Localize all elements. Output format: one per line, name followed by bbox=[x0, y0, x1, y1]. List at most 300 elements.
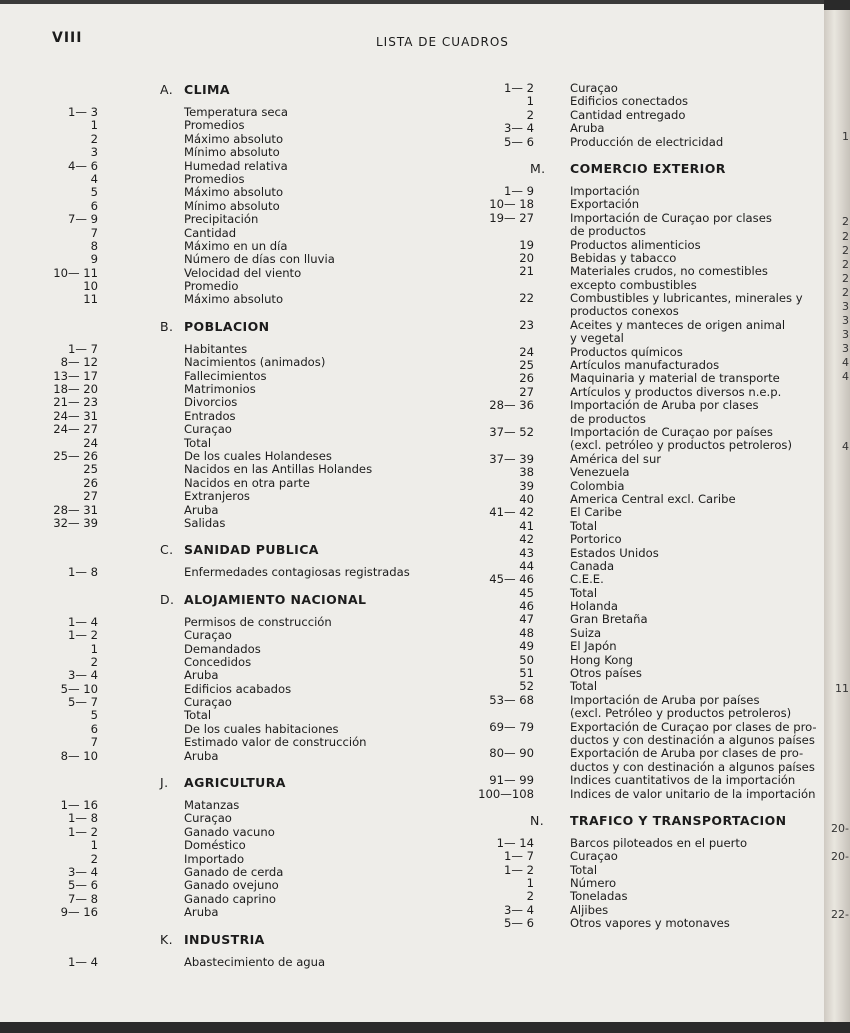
table-entry bbox=[40, 293, 442, 306]
table-entry bbox=[40, 906, 442, 919]
table-entry bbox=[40, 616, 442, 629]
table-number: 52 bbox=[519, 679, 534, 694]
table-number: 9 bbox=[90, 252, 98, 267]
table-entry bbox=[462, 627, 822, 640]
table-label: Precipitación bbox=[184, 212, 259, 227]
edge-number: 2 bbox=[842, 286, 849, 299]
table-label: Importación de Aruba por países bbox=[570, 692, 760, 707]
table-number: 3— 4 bbox=[67, 668, 98, 683]
table-label: Ganado caprino bbox=[184, 891, 276, 906]
section-gap bbox=[40, 920, 442, 932]
table-entry bbox=[462, 680, 822, 693]
table-label: Aruba bbox=[184, 905, 219, 920]
table-label: America Central excl. Caribe bbox=[570, 491, 736, 506]
table-entry bbox=[40, 812, 442, 825]
edge-number: 2 bbox=[842, 215, 849, 228]
section-heading bbox=[462, 813, 822, 829]
table-entry bbox=[40, 253, 442, 266]
table-number: 42 bbox=[519, 532, 534, 547]
table-number: 1— 4 bbox=[67, 954, 98, 969]
table-label: Nacidos en las Antillas Holandes bbox=[184, 462, 373, 477]
table-entry bbox=[462, 788, 822, 801]
table-number: 44 bbox=[519, 558, 534, 573]
table-label: América del sur bbox=[570, 451, 662, 466]
edge-number: 1 bbox=[842, 130, 849, 143]
edge-number: 3 bbox=[842, 328, 849, 341]
table-entry bbox=[40, 853, 442, 866]
table-entry bbox=[462, 864, 822, 877]
table-entry bbox=[462, 587, 822, 600]
table-entry bbox=[462, 122, 822, 135]
edge-number: 4 bbox=[842, 356, 849, 369]
table-entry bbox=[40, 656, 442, 669]
table-number: 21— 23 bbox=[53, 395, 98, 410]
table-number: 27 bbox=[83, 489, 98, 504]
table-number: 37— 52 bbox=[489, 424, 534, 439]
section-gap bbox=[462, 801, 822, 813]
edge-number: 3 bbox=[842, 300, 849, 313]
table-number: 25 bbox=[519, 358, 534, 373]
table-number: 2 bbox=[90, 131, 98, 146]
table-label: Indices de valor unitario de la importación bbox=[570, 786, 816, 801]
table-label: Total bbox=[570, 585, 598, 600]
heading-gap bbox=[40, 791, 442, 799]
table-label: Fallecimientos bbox=[184, 368, 267, 383]
table-number: 3— 4 bbox=[67, 864, 98, 879]
table-label: Mínimo absoluto bbox=[184, 198, 280, 213]
table-label: Estados Unidos bbox=[570, 545, 659, 560]
table-label: Importación de Curaçao por países bbox=[570, 424, 773, 439]
table-label: Permisos de construcción bbox=[184, 614, 332, 629]
table-label: Estimado valor de construcción bbox=[184, 735, 367, 750]
section-title: TRAFICO Y TRANSPORTACION bbox=[570, 812, 787, 828]
table-label: Doméstico bbox=[184, 838, 246, 853]
table-label: productos conexos bbox=[570, 304, 679, 319]
page-number: VIII bbox=[52, 30, 83, 46]
table-entry bbox=[462, 466, 822, 479]
table-entry bbox=[462, 573, 822, 586]
table-entry bbox=[462, 613, 822, 626]
table-entry bbox=[40, 396, 442, 409]
table-number: 1— 4 bbox=[67, 614, 98, 629]
table-label: Bebidas y tabacco bbox=[570, 250, 677, 265]
table-label: Artículos manufacturados bbox=[570, 358, 720, 373]
edge-number: 20- bbox=[831, 822, 849, 835]
table-number: 3— 4 bbox=[503, 121, 534, 136]
table-entry bbox=[462, 439, 822, 452]
table-entry bbox=[40, 383, 442, 396]
right-column bbox=[462, 82, 822, 931]
table-entry bbox=[40, 213, 442, 226]
table-number: 37— 39 bbox=[489, 451, 534, 466]
table-number: 1— 2 bbox=[67, 628, 98, 643]
table-entry bbox=[462, 372, 822, 385]
table-entry bbox=[40, 133, 442, 146]
table-entry bbox=[462, 386, 822, 399]
table-label: Otros vapores y motonaves bbox=[570, 916, 730, 931]
table-label: Productos alimenticios bbox=[570, 237, 701, 252]
table-number: 69— 79 bbox=[489, 719, 534, 734]
table-number: 5— 7 bbox=[67, 695, 98, 710]
section-title: POBLACION bbox=[184, 318, 270, 334]
section-letter: B. bbox=[160, 318, 174, 334]
table-entry bbox=[462, 279, 822, 292]
table-entry bbox=[40, 240, 442, 253]
table-entry bbox=[40, 683, 442, 696]
table-number: 1— 16 bbox=[60, 798, 98, 813]
table-entry bbox=[462, 917, 822, 930]
section-letter: N. bbox=[530, 812, 545, 828]
table-number: 28— 31 bbox=[53, 502, 98, 517]
edge-number: 2 bbox=[842, 230, 849, 243]
table-label: Cantidad entregado bbox=[570, 107, 686, 122]
table-label: Temperatura seca bbox=[184, 105, 289, 119]
table-label: Nacidos en otra parte bbox=[184, 475, 310, 490]
edge-number: 20- bbox=[831, 850, 849, 863]
table-label: Nacimientos (animados) bbox=[184, 355, 326, 370]
table-number: 40 bbox=[519, 491, 534, 506]
table-entry bbox=[462, 185, 822, 198]
table-entry bbox=[462, 413, 822, 426]
table-entry bbox=[462, 877, 822, 890]
table-number: 1— 2 bbox=[503, 81, 534, 95]
table-entry bbox=[40, 750, 442, 763]
table-label: Importación de Curaçao por clases bbox=[570, 210, 772, 225]
table-label: Ganado vacuno bbox=[184, 824, 275, 839]
table-label: Indices cuantitativos de la importación bbox=[570, 773, 796, 788]
table-number: 8— 12 bbox=[60, 355, 98, 370]
table-label: Edificios conectados bbox=[570, 94, 689, 109]
section-heading bbox=[40, 775, 442, 791]
section-title: ALOJAMIENTO NACIONAL bbox=[184, 591, 367, 607]
table-label: Otros países bbox=[570, 666, 642, 681]
page-title: LISTA DE CUADROS bbox=[376, 35, 509, 49]
table-entry bbox=[462, 734, 822, 747]
table-number: 51 bbox=[519, 666, 534, 681]
table-entry bbox=[40, 723, 442, 736]
table-number: 26 bbox=[519, 371, 534, 386]
table-label: Máximo absoluto bbox=[184, 131, 284, 146]
edge-number: 2 bbox=[842, 244, 849, 257]
section-letter: D. bbox=[160, 591, 175, 607]
table-label: Exportación de Curaçao por clases de pro- bbox=[570, 719, 817, 734]
table-entry bbox=[462, 480, 822, 493]
table-label: Promedios bbox=[184, 118, 245, 133]
table-number: 5 bbox=[90, 185, 98, 200]
table-label: (excl. Petróleo y productos petroleros) bbox=[570, 706, 792, 721]
table-label: Importado bbox=[184, 851, 245, 866]
table-number: 1— 9 bbox=[503, 183, 534, 198]
table-entry bbox=[462, 707, 822, 720]
table-entry bbox=[462, 82, 822, 95]
table-number: 1— 2 bbox=[503, 862, 534, 877]
table-entry bbox=[462, 95, 822, 108]
table-number: 45 bbox=[519, 585, 534, 600]
table-entry bbox=[40, 370, 442, 383]
table-entry bbox=[462, 239, 822, 252]
table-entry bbox=[462, 640, 822, 653]
table-label: Toneladas bbox=[570, 889, 628, 904]
table-entry bbox=[40, 186, 442, 199]
table-number: 3— 4 bbox=[503, 902, 534, 917]
table-number: 24— 31 bbox=[53, 408, 98, 423]
table-entry bbox=[462, 506, 822, 519]
table-entry bbox=[40, 463, 442, 476]
table-entry bbox=[462, 265, 822, 278]
table-number: 22 bbox=[519, 291, 534, 306]
table-entry bbox=[40, 736, 442, 749]
table-label: y vegetal bbox=[570, 331, 624, 346]
top-shadow bbox=[0, 0, 824, 4]
table-number: 1— 8 bbox=[67, 811, 98, 826]
table-entry bbox=[40, 227, 442, 240]
table-number: 19 bbox=[519, 237, 534, 252]
table-label: Gran Bretaña bbox=[570, 612, 648, 627]
edge-number: 2 bbox=[842, 272, 849, 285]
table-entry bbox=[40, 343, 442, 356]
table-number: 5— 6 bbox=[503, 134, 534, 149]
table-number: 21 bbox=[519, 264, 534, 279]
section-letter: M. bbox=[530, 160, 546, 176]
table-entry bbox=[462, 694, 822, 707]
table-entry bbox=[462, 453, 822, 466]
table-entry bbox=[462, 774, 822, 787]
table-label: de productos bbox=[570, 411, 646, 426]
table-label: Venezuela bbox=[570, 465, 630, 480]
table-number: 24 bbox=[519, 344, 534, 359]
edge-number: 4 bbox=[842, 440, 849, 453]
section-heading bbox=[40, 592, 442, 608]
table-label: Concedidos bbox=[184, 654, 252, 669]
table-label: Humedad relativa bbox=[184, 158, 288, 173]
table-label: excepto combustibles bbox=[570, 277, 697, 292]
edge-shadow bbox=[824, 0, 850, 10]
table-label: Entrados bbox=[184, 408, 236, 423]
table-number: 7— 9 bbox=[67, 212, 98, 227]
table-entry bbox=[40, 504, 442, 517]
table-label: Aceites y manteces de origen animal bbox=[570, 317, 786, 332]
table-number: 7— 8 bbox=[67, 891, 98, 906]
table-entry bbox=[462, 426, 822, 439]
table-number: 18— 20 bbox=[53, 382, 98, 397]
table-number: 10 bbox=[83, 279, 98, 294]
table-entry bbox=[40, 267, 442, 280]
section-letter: A. bbox=[160, 82, 174, 97]
adjacent-page-edge bbox=[824, 0, 850, 1033]
table-number: 53— 68 bbox=[489, 692, 534, 707]
table-label: De los cuales habitaciones bbox=[184, 721, 339, 736]
table-number: 2 bbox=[526, 107, 534, 122]
table-number: 5— 6 bbox=[67, 878, 98, 893]
table-label: Promedios bbox=[184, 171, 245, 186]
table-entry bbox=[40, 437, 442, 450]
table-number: 23 bbox=[519, 317, 534, 332]
table-number: 19— 27 bbox=[489, 210, 534, 225]
table-number: 46 bbox=[519, 599, 534, 614]
edge-number: 3 bbox=[842, 314, 849, 327]
table-label: Matanzas bbox=[184, 798, 240, 813]
table-label: Combustibles y lubricantes, minerales y bbox=[570, 291, 803, 306]
table-number: 38 bbox=[519, 465, 534, 480]
table-label: Curaçao bbox=[184, 695, 232, 710]
table-label: Exportación de Aruba por clases de pro- bbox=[570, 746, 804, 761]
table-number: 28— 36 bbox=[489, 398, 534, 413]
table-label: Matrimonios bbox=[184, 382, 256, 397]
table-label: Curaçao bbox=[570, 81, 618, 95]
section-heading bbox=[462, 161, 822, 177]
table-label: (excl. petróleo y productos petroleros) bbox=[570, 438, 792, 453]
table-label: Total bbox=[570, 679, 598, 694]
table-label: Aruba bbox=[570, 121, 605, 136]
table-entry bbox=[40, 866, 442, 879]
table-label: Aljibes bbox=[570, 902, 609, 917]
table-entry bbox=[462, 520, 822, 533]
table-label: Máximo en un día bbox=[184, 238, 288, 253]
table-entry bbox=[40, 566, 442, 579]
table-entry bbox=[462, 305, 822, 318]
section-letter: C. bbox=[160, 542, 174, 558]
table-number: 9— 16 bbox=[60, 905, 98, 920]
table-number: 1 bbox=[90, 641, 98, 656]
table-entry bbox=[462, 359, 822, 372]
left-column bbox=[40, 82, 442, 969]
table-number: 24— 27 bbox=[53, 422, 98, 437]
table-entry bbox=[462, 761, 822, 774]
section-gap bbox=[40, 307, 442, 319]
table-entry bbox=[40, 956, 442, 969]
table-entry bbox=[462, 212, 822, 225]
table-label: ductos y con destinación a algunos países bbox=[570, 759, 815, 774]
table-label: Promedio bbox=[184, 279, 239, 294]
table-number: 41— 42 bbox=[489, 505, 534, 520]
table-label: Divorcios bbox=[184, 395, 238, 410]
section-title: INDUSTRIA bbox=[184, 931, 265, 947]
table-entry bbox=[462, 667, 822, 680]
table-number: 7 bbox=[90, 735, 98, 750]
table-entry bbox=[40, 173, 442, 186]
table-entry bbox=[40, 629, 442, 642]
table-entry bbox=[462, 319, 822, 332]
table-number: 1— 7 bbox=[67, 341, 98, 356]
table-label: Curaçao bbox=[184, 811, 232, 826]
table-number: 1— 7 bbox=[503, 849, 534, 864]
table-number: 27 bbox=[519, 384, 534, 399]
section-gap bbox=[40, 580, 442, 592]
edge-number: 2 bbox=[842, 258, 849, 271]
table-label: Hong Kong bbox=[570, 652, 634, 667]
table-entry bbox=[40, 643, 442, 656]
table-entry bbox=[40, 839, 442, 852]
table-number: 25— 26 bbox=[53, 448, 98, 463]
section-title: CLIMA bbox=[184, 82, 230, 97]
section-gap bbox=[462, 149, 822, 161]
table-number: 1— 2 bbox=[67, 824, 98, 839]
table-number: 10— 11 bbox=[53, 265, 98, 280]
table-entry bbox=[462, 654, 822, 667]
table-number: 100—108 bbox=[478, 786, 534, 801]
section-heading bbox=[40, 319, 442, 335]
table-entry bbox=[462, 533, 822, 546]
table-number: 11 bbox=[83, 292, 98, 307]
table-label: Aruba bbox=[184, 668, 219, 683]
table-number: 6 bbox=[90, 198, 98, 213]
table-label: Demandados bbox=[184, 641, 261, 656]
edge-number: 3 bbox=[842, 342, 849, 355]
section-letter: J. bbox=[160, 775, 169, 791]
table-number: 5— 10 bbox=[60, 681, 98, 696]
table-entry bbox=[40, 799, 442, 812]
table-entry bbox=[40, 490, 442, 503]
table-number: 6 bbox=[90, 721, 98, 736]
table-label: Salidas bbox=[184, 515, 226, 530]
table-label: Enfermedades contagiosas registradas bbox=[184, 565, 410, 580]
table-label: Total bbox=[570, 862, 598, 877]
table-entry bbox=[462, 904, 822, 917]
table-number: 7 bbox=[90, 225, 98, 240]
table-entry bbox=[40, 879, 442, 892]
table-label: Portorico bbox=[570, 532, 622, 547]
table-entry bbox=[40, 160, 442, 173]
table-label: Máximo absoluto bbox=[184, 185, 284, 200]
table-number: 32— 39 bbox=[53, 515, 98, 530]
table-entry bbox=[40, 200, 442, 213]
table-number: 8 bbox=[90, 238, 98, 253]
table-number: 43 bbox=[519, 545, 534, 560]
table-label: Canada bbox=[570, 558, 615, 573]
table-entry bbox=[462, 837, 822, 850]
table-entry bbox=[40, 280, 442, 293]
table-number: 5 bbox=[90, 708, 98, 723]
table-entry bbox=[462, 198, 822, 211]
table-entry bbox=[462, 332, 822, 345]
table-label: Productos químicos bbox=[570, 344, 683, 359]
table-number: 4 bbox=[90, 171, 98, 186]
table-number: 1 bbox=[90, 838, 98, 853]
section-title: SANIDAD PUBLICA bbox=[184, 542, 319, 558]
table-label: Importación de Aruba por clases bbox=[570, 398, 759, 413]
table-number: 10— 18 bbox=[489, 197, 534, 212]
table-label: Total bbox=[184, 435, 212, 450]
table-number: 20 bbox=[519, 250, 534, 265]
table-entry bbox=[462, 547, 822, 560]
table-label: Artículos y productos diversos n.e.p. bbox=[570, 384, 782, 399]
section-heading bbox=[40, 932, 442, 948]
table-number: 25 bbox=[83, 462, 98, 477]
table-entry bbox=[462, 890, 822, 903]
table-entry bbox=[40, 826, 442, 839]
table-entry bbox=[462, 136, 822, 149]
table-number: 45— 46 bbox=[489, 572, 534, 587]
table-number: 80— 90 bbox=[489, 746, 534, 761]
table-label: Ganado ovejuno bbox=[184, 878, 279, 893]
table-number: 2 bbox=[90, 851, 98, 866]
section-gap bbox=[40, 763, 442, 775]
table-number: 1 bbox=[90, 118, 98, 133]
table-label: El Japón bbox=[570, 639, 617, 654]
table-number: 1 bbox=[526, 876, 534, 891]
table-number: 1— 14 bbox=[496, 835, 534, 850]
table-entry bbox=[40, 669, 442, 682]
table-entry bbox=[462, 346, 822, 359]
bottom-shadow bbox=[0, 1022, 850, 1033]
table-label: Curaçao bbox=[184, 628, 232, 643]
table-label: Barcos piloteados en el puerto bbox=[570, 835, 748, 850]
table-label: ductos y con destinación a algunos países bbox=[570, 732, 815, 747]
table-entry bbox=[40, 696, 442, 709]
table-label: Velocidad del viento bbox=[184, 265, 302, 280]
table-entry bbox=[40, 106, 442, 119]
table-entry bbox=[40, 146, 442, 159]
